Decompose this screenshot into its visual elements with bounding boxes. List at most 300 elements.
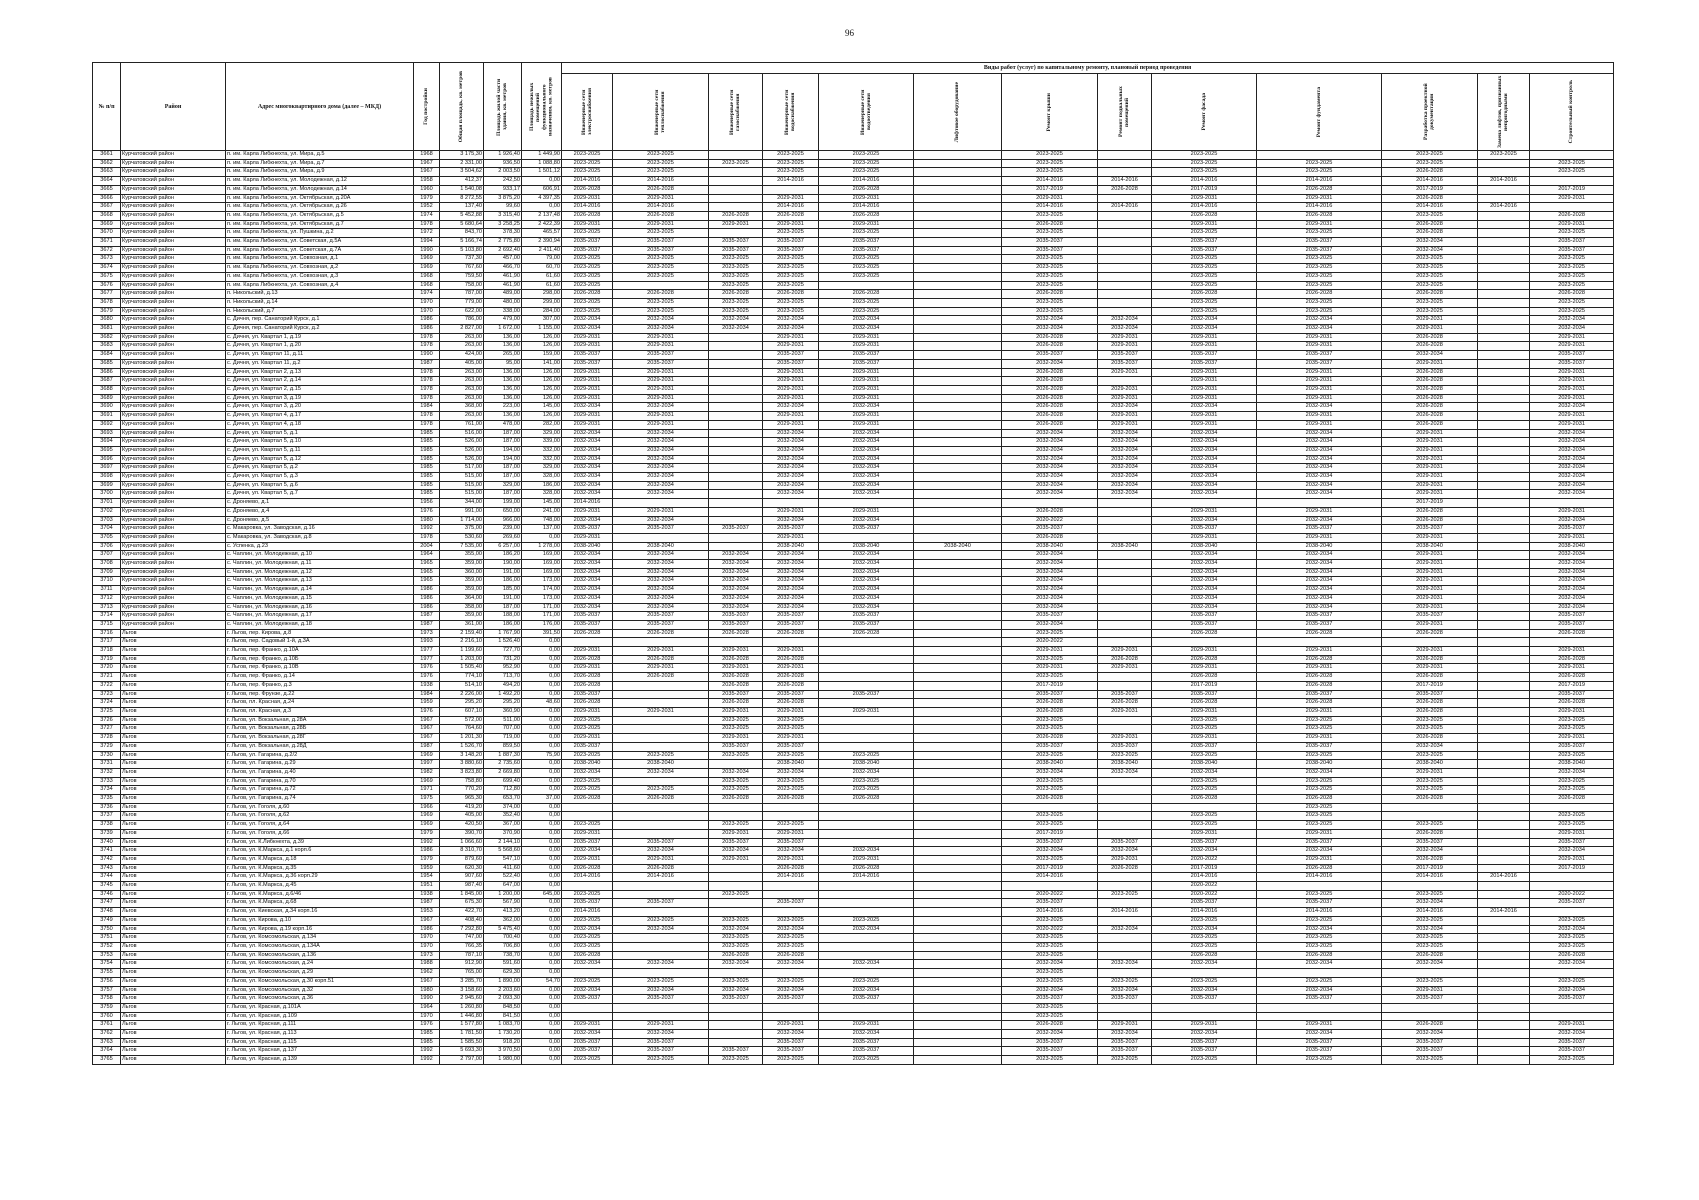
cell-build-year: 1984 [414,403,440,412]
cell-work-basement [1098,551,1152,560]
cell-work-electric: 2014-2016 [562,203,613,212]
table-row [93,464,1614,473]
cell-work-elevator-replace [1478,377,1530,386]
cell-area-nonres: 0,00 [522,855,562,864]
cell-work-basement: 2032-2034 [1098,325,1152,334]
cell-work-foundation: 2032-2034 [1257,325,1382,334]
cell-area-total: 424,00 [440,351,484,360]
cell-work-heating: 2032-2034 [613,325,709,334]
cell-area-living: 136,00 [484,333,522,342]
cell-row-number: 3685 [93,359,121,368]
cell-work-construction-control: 2026-2028 [1530,699,1614,708]
cell-work-facade: 2023-2025 [1152,159,1257,168]
cell-work-facade: 2035-2037 [1152,620,1257,629]
cell-row-number: 3663 [93,168,121,177]
cell-area-nonres: 0,00 [522,969,562,978]
cell-work-electric [562,803,613,812]
cell-work-electric: 2032-2034 [562,403,613,412]
cell-work-design-docs: 2023-2025 [1382,934,1478,943]
cell-area-living: 374,00 [484,803,522,812]
page-number: 96 [845,28,854,38]
cell-work-water: 2023-2025 [763,777,819,786]
cell-address: с. Дичня, ул. Квартал 5, д.6 [226,481,414,490]
cell-work-heating [613,812,709,821]
cell-area-total: 3 148,20 [440,751,484,760]
cell-address: г. Льгов, ул. Комсомольская, д.134 [226,934,414,943]
cell-area-living: 848,50 [484,1003,522,1012]
cell-work-electric: 2032-2034 [562,768,613,777]
cell-work-electric: 2032-2034 [562,438,613,447]
cell-work-design-docs [1382,1012,1478,1021]
cell-area-total: 1 446,80 [440,1012,484,1021]
cell-work-basement: 2035-2037 [1098,742,1152,751]
cell-work-design-docs: 2023-2025 [1382,977,1478,986]
cell-work-foundation: 2029-2031 [1257,829,1382,838]
header-work-text: Ремонт фундамента [1315,86,1322,138]
cell-work-basement: 2023-2025 [1098,977,1152,986]
cell-build-year: 1953 [414,908,440,917]
cell-district: Курчатовский район [121,203,226,212]
cell-work-heating: 2032-2034 [613,960,709,969]
header-work-text: Замена лифтов, признанных непригодными [1497,75,1510,149]
cell-build-year: 1971 [414,786,440,795]
cell-row-number: 3729 [93,742,121,751]
cell-work-elevator [914,272,1002,281]
cell-work-elevator-replace [1478,969,1530,978]
cell-work-elevator [914,177,1002,186]
cell-work-facade: 2023-2025 [1152,151,1257,160]
cell-area-living: 2 093,30 [484,995,522,1004]
cell-work-gas [709,455,763,464]
cell-row-number: 3736 [93,803,121,812]
cell-area-nonres: 2 137,48 [522,211,562,220]
cell-work-foundation [1257,151,1382,160]
cell-work-foundation: 2023-2025 [1257,298,1382,307]
cell-work-basement [1098,934,1152,943]
cell-work-water: 2032-2034 [763,403,819,412]
cell-work-elevator [914,612,1002,621]
cell-work-heating: 2032-2034 [613,847,709,856]
cell-work-electric [562,969,613,978]
cell-work-sewer: 2035-2037 [819,1047,914,1056]
cell-work-design-docs: 2029-2031 [1382,594,1478,603]
cell-area-total: 987,40 [440,882,484,891]
cell-area-living: 239,00 [484,525,522,534]
cell-address: п. им. Карла Либкнехта, ул. Мира, д.5 [226,151,414,160]
cell-work-sewer [819,890,914,899]
cell-work-elevator [914,725,1002,734]
cell-address: с. Дичня, ул. Квартал 1, д.20 [226,342,414,351]
cell-build-year: 1986 [414,325,440,334]
cell-area-nonres: 748,00 [522,516,562,525]
header-area-nonres-text: Площадь нежилых помещений функционального назначения, кв. метров [529,77,554,136]
cell-work-gas: 2026-2028 [709,629,763,638]
cell-work-construction-control: 2035-2037 [1530,690,1614,699]
cell-work-facade: 2029-2031 [1152,412,1257,421]
cell-work-heating: 2029-2031 [613,194,709,203]
cell-work-design-docs: 2032-2034 [1382,899,1478,908]
cell-work-foundation: 2029-2031 [1257,194,1382,203]
cell-build-year: 1976 [414,673,440,682]
cell-row-number: 3691 [93,412,121,421]
cell-work-elevator-replace [1478,403,1530,412]
cell-work-sewer: 2029-2031 [819,368,914,377]
cell-work-construction-control: 2035-2037 [1530,1047,1614,1056]
cell-work-construction-control [1530,499,1614,508]
cell-work-gas: 2032-2034 [709,986,763,995]
cell-work-design-docs: 2023-2025 [1382,716,1478,725]
cell-district: Курчатовский район [121,429,226,438]
cell-work-water: 2032-2034 [763,455,819,464]
cell-work-facade: 2035-2037 [1152,995,1257,1004]
cell-work-design-docs: 2032-2034 [1382,960,1478,969]
cell-work-foundation: 2032-2034 [1257,464,1382,473]
cell-area-living: 136,00 [484,368,522,377]
cell-row-number: 3753 [93,951,121,960]
cell-area-nonres: 0,00 [522,681,562,690]
cell-work-gas: 2032-2034 [709,960,763,969]
cell-work-electric: 2023-2025 [562,942,613,951]
cell-build-year: 1985 [414,464,440,473]
table-row [93,194,1614,203]
cell-district: Курчатовский район [121,359,226,368]
cell-build-year: 1987 [414,742,440,751]
cell-work-elevator [914,446,1002,455]
cell-work-gas [709,507,763,516]
cell-work-electric: 2029-2031 [562,664,613,673]
cell-work-elevator [914,229,1002,238]
cell-work-heating: 2032-2034 [613,551,709,560]
cell-area-total: 355,00 [440,551,484,560]
cell-area-nonres: 48,60 [522,699,562,708]
cell-work-gas: 2023-2025 [709,751,763,760]
table-row [93,829,1614,838]
cell-build-year: 1972 [414,229,440,238]
cell-work-elevator [914,255,1002,264]
cell-work-design-docs: 2029-2031 [1382,560,1478,569]
cell-work-elevator [914,821,1002,830]
cell-work-roof: 2023-2025 [1002,1003,1098,1012]
cell-area-total: 770,20 [440,786,484,795]
cell-work-elevator-replace: 2014-2016 [1478,873,1530,882]
cell-work-construction-control [1530,873,1614,882]
cell-work-construction-control: 2035-2037 [1530,351,1614,360]
cell-row-number: 3700 [93,490,121,499]
cell-work-heating: 2029-2031 [613,507,709,516]
cell-work-elevator-replace [1478,290,1530,299]
cell-address: г. Льгов, пл. Красная, д.24 [226,699,414,708]
cell-work-foundation: 2035-2037 [1257,246,1382,255]
cell-work-roof: 2023-2025 [1002,151,1098,160]
cell-work-water: 2014-2016 [763,873,819,882]
cell-work-elevator [914,655,1002,664]
cell-build-year: 1980 [414,986,440,995]
cell-work-electric: 2023-2025 [562,716,613,725]
cell-area-living: 6 257,00 [484,542,522,551]
cell-work-foundation: 2029-2031 [1257,855,1382,864]
cell-work-electric: 2026-2028 [562,290,613,299]
cell-work-heating: 2023-2025 [613,298,709,307]
cell-work-facade: 2035-2037 [1152,690,1257,699]
cell-work-basement: 2029-2031 [1098,647,1152,656]
cell-work-elevator-replace: 2014-2016 [1478,203,1530,212]
cell-area-total: 3 158,60 [440,986,484,995]
cell-address: г. Льгов, пер. Франко, д.3 [226,681,414,690]
cell-work-construction-control: 2029-2031 [1530,734,1614,743]
cell-area-nonres: 137,00 [522,525,562,534]
cell-district: Курчатовский район [121,272,226,281]
cell-build-year: 1969 [414,821,440,830]
cell-work-facade: 2023-2025 [1152,1056,1257,1065]
cell-work-heating: 2026-2028 [613,211,709,220]
cell-work-basement [1098,812,1152,821]
cell-district: Курчатовский район [121,412,226,421]
cell-work-design-docs: 2026-2028 [1382,420,1478,429]
cell-work-electric: 2026-2028 [562,185,613,194]
cell-work-gas [709,969,763,978]
table-row [93,934,1614,943]
cell-work-sewer: 2032-2034 [819,847,914,856]
cell-work-construction-control: 2023-2025 [1530,159,1614,168]
cell-district: Курчатовский район [121,177,226,186]
cell-area-nonres: 645,00 [522,890,562,899]
cell-work-gas [709,412,763,421]
cell-district: Курчатовский район [121,159,226,168]
cell-build-year: 1982 [414,768,440,777]
cell-work-heating: 2029-2031 [613,1021,709,1030]
cell-work-sewer: 2035-2037 [819,1038,914,1047]
header-work-11 [1382,74,1478,151]
cell-work-water: 2029-2031 [763,734,819,743]
cell-district: Льгов [121,647,226,656]
cell-work-design-docs: 2023-2025 [1382,890,1478,899]
cell-area-total: 759,50 [440,272,484,281]
cell-work-construction-control [1530,969,1614,978]
cell-work-foundation: 2014-2016 [1257,177,1382,186]
cell-area-nonres: 0,00 [522,934,562,943]
cell-work-heating [613,716,709,725]
cell-work-basement: 2014-2016 [1098,177,1152,186]
cell-address: с. Дичня, ул. Квартал 5, д.1 [226,429,414,438]
cell-work-water [763,908,819,917]
cell-work-facade: 2032-2034 [1152,325,1257,334]
cell-area-total: 3 175,30 [440,151,484,160]
table-row [93,882,1614,891]
cell-work-elevator-replace [1478,586,1530,595]
cell-area-nonres: 61,60 [522,281,562,290]
cell-work-gas: 2032-2034 [709,325,763,334]
cell-work-electric: 2032-2034 [562,925,613,934]
cell-district: Курчатовский район [121,333,226,342]
cell-work-basement: 2023-2025 [1098,751,1152,760]
cell-area-living: 269,60 [484,533,522,542]
cell-work-water: 2023-2025 [763,916,819,925]
cell-work-construction-control: 2032-2034 [1530,455,1614,464]
cell-work-elevator-replace [1478,551,1530,560]
cell-work-foundation: 2032-2034 [1257,586,1382,595]
cell-work-construction-control: 2026-2028 [1530,655,1614,664]
cell-area-living: 136,00 [484,412,522,421]
cell-work-construction-control: 2032-2034 [1530,568,1614,577]
cell-row-number: 3734 [93,786,121,795]
cell-work-gas [709,377,763,386]
cell-work-design-docs: 2026-2028 [1382,168,1478,177]
cell-address: с. Дроняево, д.5 [226,516,414,525]
cell-area-total: 2 797,00 [440,1056,484,1065]
cell-work-construction-control: 2035-2037 [1530,1038,1614,1047]
cell-row-number: 3670 [93,229,121,238]
cell-address: г. Льгов, ул. Комсомольская, д.29 [226,969,414,978]
cell-build-year: 1973 [414,629,440,638]
cell-work-roof: 2032-2034 [1002,577,1098,586]
cell-area-total: 912,90 [440,960,484,969]
cell-work-roof: 2023-2025 [1002,255,1098,264]
cell-address: г. Льгов, ул. Комсомольская, д.32 [226,986,414,995]
cell-area-total: 965,30 [440,795,484,804]
cell-work-gas [709,342,763,351]
cell-work-electric: 2035-2037 [562,238,613,247]
cell-work-design-docs: 2035-2037 [1382,690,1478,699]
cell-work-construction-control: 2023-2025 [1530,716,1614,725]
cell-work-foundation: 2023-2025 [1257,272,1382,281]
cell-work-basement: 2032-2034 [1098,473,1152,482]
table-row [93,403,1614,412]
cell-work-facade: 2023-2025 [1152,264,1257,273]
cell-area-nonres: 1 088,80 [522,159,562,168]
cell-work-elevator-replace [1478,647,1530,656]
cell-work-construction-control: 2032-2034 [1530,960,1614,969]
table-row [93,420,1614,429]
cell-work-basement [1098,612,1152,621]
cell-address: г. Льгов, ул. Красная, д.115 [226,1038,414,1047]
cell-work-electric: 2023-2025 [562,725,613,734]
cell-work-construction-control: 2029-2031 [1530,507,1614,516]
cell-area-total: 2 827,00 [440,325,484,334]
cell-work-foundation [1257,969,1382,978]
cell-district: Льгов [121,777,226,786]
cell-work-design-docs: 2029-2031 [1382,490,1478,499]
cell-area-nonres: 0,00 [522,995,562,1004]
cell-work-foundation: 2023-2025 [1257,890,1382,899]
cell-work-facade: 2029-2031 [1152,647,1257,656]
cell-area-total: 1 781,50 [440,1030,484,1039]
cell-work-design-docs: 2026-2028 [1382,855,1478,864]
cell-work-elevator-replace [1478,272,1530,281]
cell-work-facade: 2032-2034 [1152,577,1257,586]
cell-work-roof: 2026-2028 [1002,333,1098,342]
cell-work-elevator-replace [1478,777,1530,786]
cell-work-design-docs: 2029-2031 [1382,647,1478,656]
cell-work-roof: 2035-2037 [1002,899,1098,908]
cell-work-facade: 2032-2034 [1152,568,1257,577]
cell-row-number: 3726 [93,716,121,725]
cell-row-number: 3683 [93,342,121,351]
cell-area-total: 295,20 [440,699,484,708]
cell-work-design-docs: 2026-2028 [1382,220,1478,229]
cell-work-gas [709,760,763,769]
cell-work-elevator-replace [1478,194,1530,203]
cell-area-nonres: 176,00 [522,620,562,629]
cell-area-living: 461,90 [484,281,522,290]
cell-area-nonres: 0,00 [522,716,562,725]
cell-work-basement: 2032-2034 [1098,847,1152,856]
cell-work-sewer: 2032-2034 [819,1030,914,1039]
cell-work-foundation: 2023-2025 [1257,777,1382,786]
cell-address: г. Льгов, ул. Красная, д.113 [226,1030,414,1039]
cell-work-facade: 2023-2025 [1152,716,1257,725]
cell-address: г. Льгов, ул. Гагарина, д.74 [226,795,414,804]
cell-work-elevator [914,394,1002,403]
cell-build-year: 1987 [414,620,440,629]
cell-work-roof: 2026-2028 [1002,1021,1098,1030]
cell-work-roof: 2032-2034 [1002,560,1098,569]
cell-row-number: 3737 [93,812,121,821]
cell-work-basement [1098,795,1152,804]
cell-work-construction-control: 2032-2034 [1530,586,1614,595]
cell-area-nonres: 171,00 [522,603,562,612]
cell-work-elevator-replace [1478,812,1530,821]
cell-work-gas: 2032-2034 [709,768,763,777]
cell-area-living: 99,60 [484,203,522,212]
cell-work-design-docs [1382,1003,1478,1012]
cell-work-elevator [914,664,1002,673]
cell-work-construction-control: 2029-2031 [1530,377,1614,386]
cell-work-electric: 2035-2037 [562,1038,613,1047]
cell-work-design-docs: 2029-2031 [1382,577,1478,586]
cell-work-elevator-replace [1478,211,1530,220]
cell-work-roof: 2023-2025 [1002,942,1098,951]
cell-row-number: 3722 [93,681,121,690]
cell-work-foundation: 2029-2031 [1257,1021,1382,1030]
cell-work-elevator-replace [1478,464,1530,473]
cell-work-water: 2032-2034 [763,446,819,455]
cell-work-construction-control: 2032-2034 [1530,316,1614,325]
cell-work-elevator [914,882,1002,891]
cell-work-gas [709,403,763,412]
table-row [93,925,1614,934]
cell-work-heating: 2032-2034 [613,316,709,325]
cell-area-living: 190,00 [484,560,522,569]
cell-area-nonres: 329,00 [522,464,562,473]
cell-work-water: 2023-2025 [763,272,819,281]
cell-work-electric: 2029-2031 [562,855,613,864]
cell-area-living: 136,00 [484,385,522,394]
cell-district: Льгов [121,960,226,969]
header-work-10 [1257,74,1382,151]
cell-area-nonres: 173,00 [522,577,562,586]
cell-district: Курчатовский район [121,568,226,577]
cell-work-gas [709,420,763,429]
cell-work-gas [709,177,763,186]
cell-work-roof: 2023-2025 [1002,977,1098,986]
cell-work-construction-control: 2035-2037 [1530,246,1614,255]
cell-district: Льгов [121,899,226,908]
cell-work-design-docs: 2029-2031 [1382,481,1478,490]
cell-work-electric: 2029-2031 [562,734,613,743]
cell-build-year: 1975 [414,795,440,804]
cell-work-gas [709,168,763,177]
cell-build-year: 1986 [414,603,440,612]
cell-work-electric: 2023-2025 [562,751,613,760]
cell-work-roof: 2023-2025 [1002,298,1098,307]
cell-work-basement: 2035-2037 [1098,838,1152,847]
cell-row-number: 3697 [93,464,121,473]
cell-work-heating: 2038-2040 [613,542,709,551]
cell-area-living: 1 767,90 [484,629,522,638]
header-work-text: Инженерные сети газоснабжения [729,89,742,135]
header-work-9 [1152,74,1257,151]
cell-row-number: 3720 [93,664,121,673]
